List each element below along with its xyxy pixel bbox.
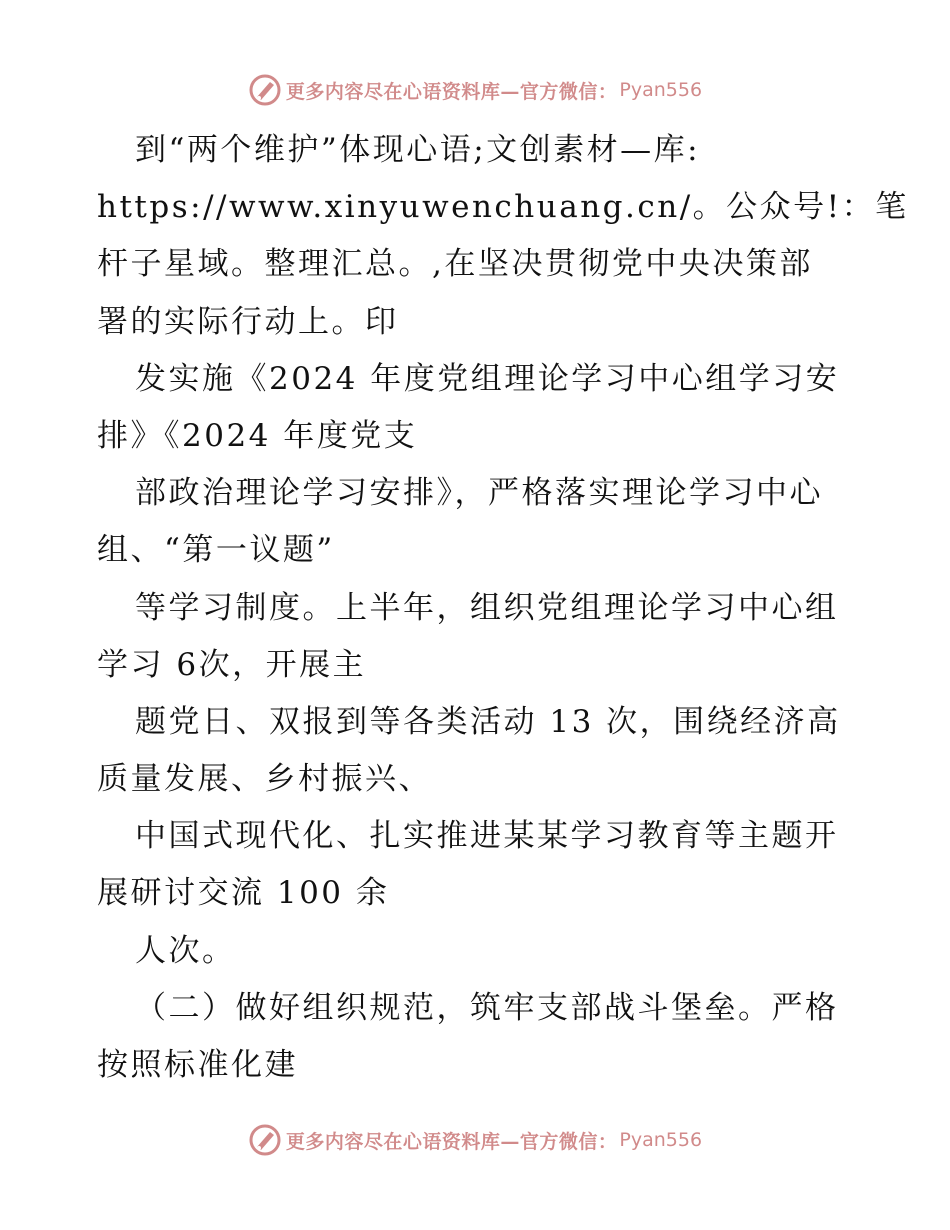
text-line: https://www.xinyuwenchuang.cn/。公众号!：笔 bbox=[97, 189, 909, 226]
text-line: 到“两个维护”体现心语;文创素材—库: bbox=[135, 132, 701, 168]
pen-seal-icon bbox=[248, 73, 282, 107]
body-text bbox=[97, 122, 909, 1094]
text-line: 部政治理论学习安排》，严格落实理论学习中心 bbox=[135, 475, 823, 512]
text-line: 展研讨交流 100 余 bbox=[97, 875, 390, 912]
text-line: 署的实际行动上。印 bbox=[97, 303, 399, 340]
text-line: 题党日、双报到等各类活动 13 次，围绕经济高 bbox=[135, 703, 841, 740]
text-line: 等学习制度。上半年，组织党组理论学习中心组 bbox=[135, 589, 839, 626]
wechat-id: Pyan556 bbox=[619, 1129, 703, 1151]
text-line: 质量发展、乡村振兴、 bbox=[97, 761, 432, 798]
wechat-id: Pyan556 bbox=[619, 79, 703, 101]
text-line: 组、“第一议题” bbox=[97, 532, 335, 569]
pen-seal-icon bbox=[248, 1123, 282, 1157]
header-banner bbox=[0, 70, 950, 110]
text-line: （二）做好组织规范，筑牢支部战斗堡垒。严格 bbox=[135, 989, 839, 1026]
text-line: 中国式现代化、扎实推进某某学习教育等主题开 bbox=[135, 818, 839, 855]
text-line: 按照标准化建 bbox=[97, 1047, 298, 1083]
text-line: 人次。 bbox=[135, 932, 236, 969]
text-line: 学习 6次，开展主 bbox=[97, 646, 367, 683]
footer-banner bbox=[0, 1120, 950, 1160]
text-line: 发实施《2024 年度党组理论学习中心组学习安 bbox=[135, 360, 840, 397]
banner-text: 更多内容尽在心语资料库—官方微信： bbox=[285, 80, 618, 103]
banner-text: 更多内容尽在心语资料库—官方微信： bbox=[285, 1130, 618, 1153]
text-line: 杆子星域。整理汇总。,在坚决贯彻党中央决策部 bbox=[97, 246, 813, 283]
text-line: 排》《2024 年度党支 bbox=[97, 417, 418, 454]
